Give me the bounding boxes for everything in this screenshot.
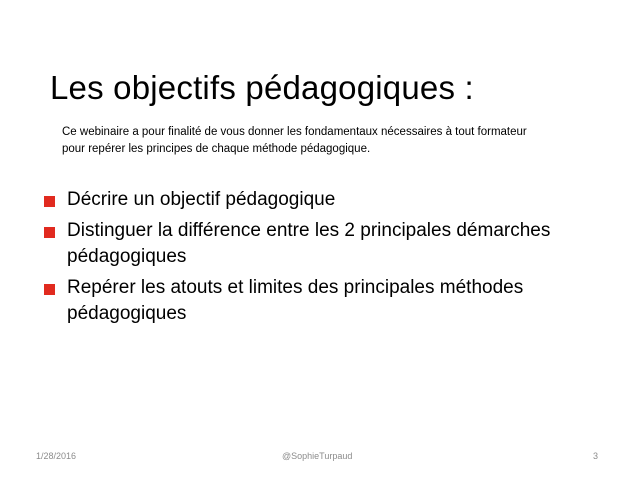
slide-title: Les objectifs pédagogiques : [50, 69, 474, 106]
page-number: 3 [593, 451, 599, 461]
intro-text: Ce webinaire a pour finalité de vous donner les fondamentaux nécessaires à tout formateur pour repérer les principes de chaque méthode pédagogique. [62, 126, 527, 155]
square-bullet-icon [44, 196, 55, 207]
bullet-text: Repérer les atouts et limites des principales méthodes pédagogiques [67, 277, 524, 324]
bullet-item [44, 218, 604, 270]
bullet-text: Distinguer la différence entre les 2 principales démarches pédagogiques [67, 220, 551, 267]
square-bullet-icon [44, 227, 55, 238]
bullet-text: Décrire un objectif pédagogique [67, 189, 336, 210]
footer-author: @SophieTurpaud [282, 451, 353, 461]
bullet-item [44, 275, 604, 327]
footer-date: 1/28/2016 [36, 451, 77, 461]
bullet-item [44, 187, 604, 213]
square-bullet-icon [44, 284, 55, 295]
bullet-list [44, 187, 604, 332]
